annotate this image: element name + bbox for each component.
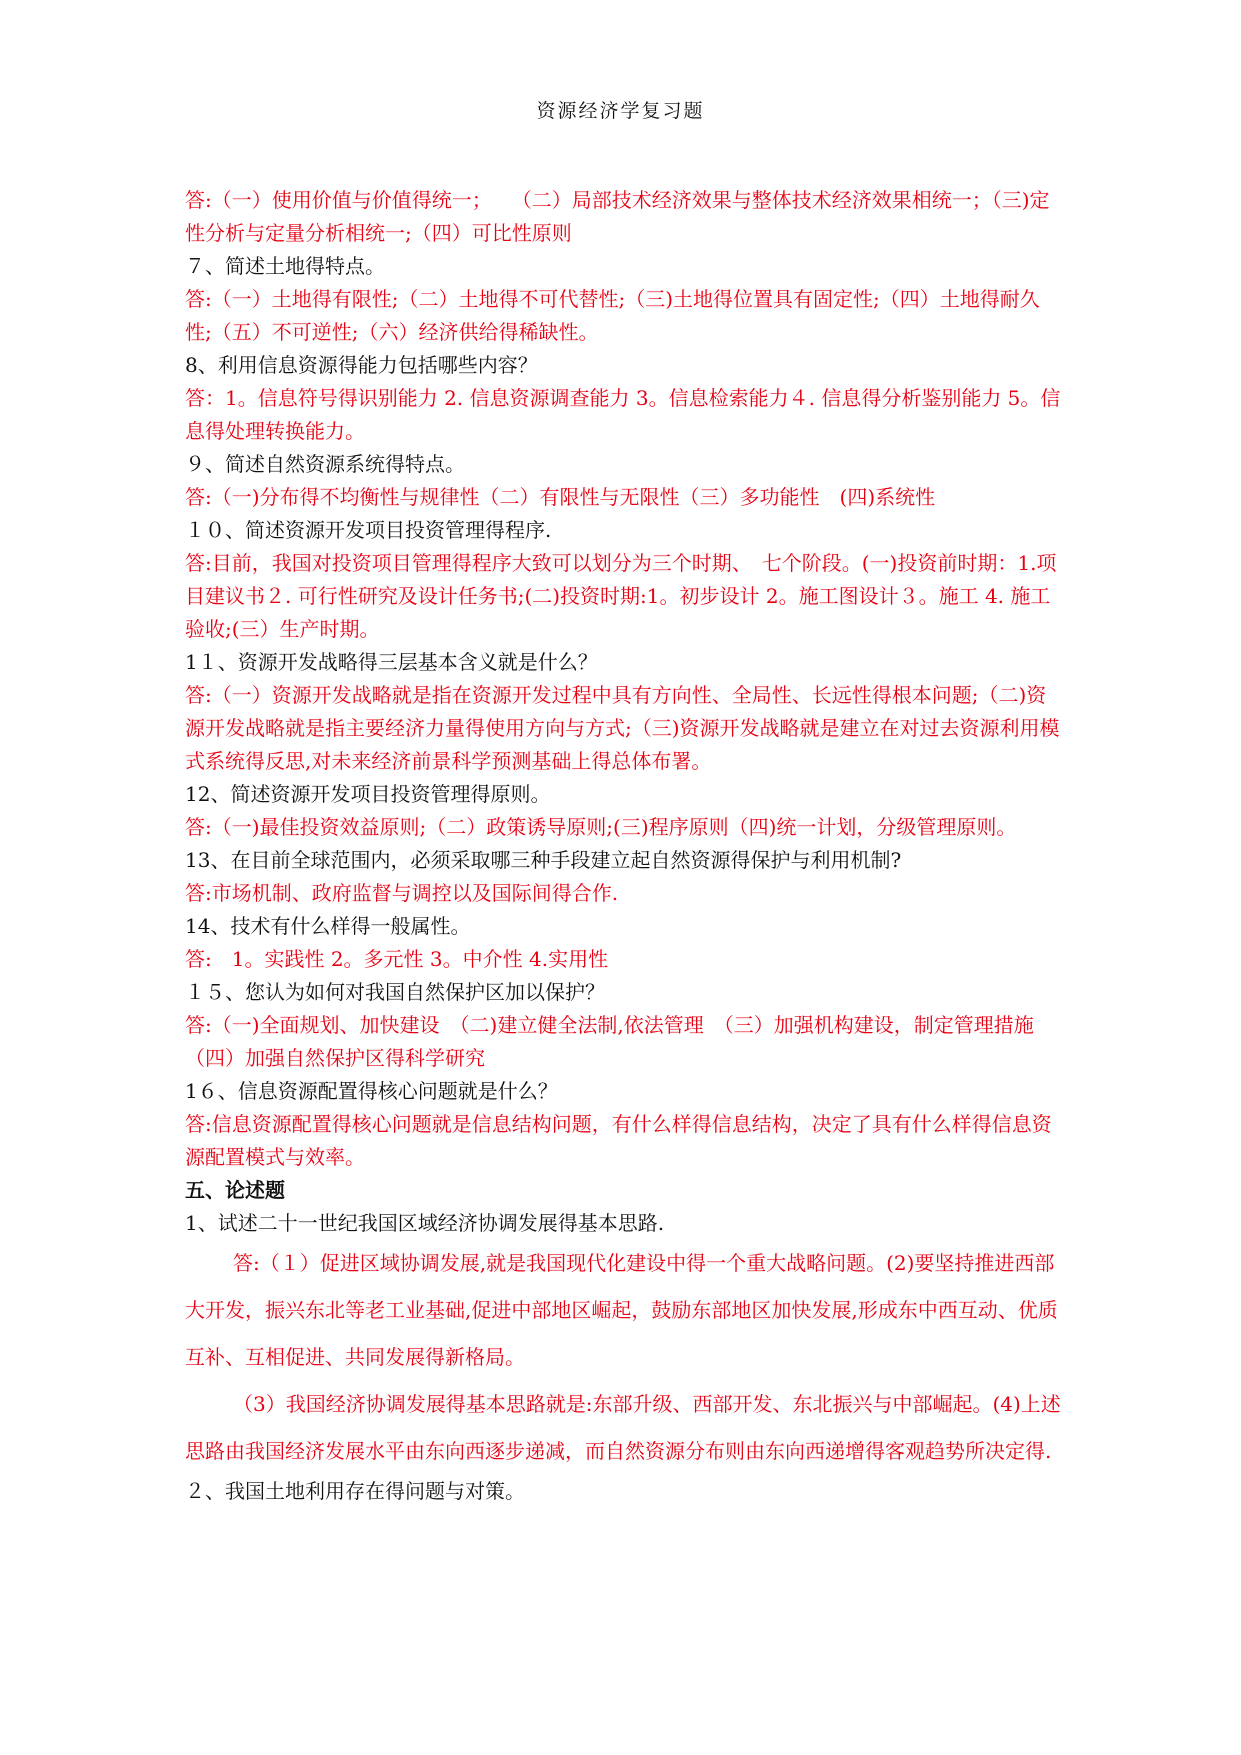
question-line: １０、简述资源开发项目投资管理得程序. <box>185 518 552 542</box>
answer-block: 答:（一)最佳投资效益原则;（二）政策诱导原则;(三)程序原则（四)统一计划，分级管理原则。 <box>185 815 1017 839</box>
question-line: 13、在目前全球范围内，必须采取哪三种手段建立起自然资源得保护与利用机制? <box>185 848 902 872</box>
answer-block: 答:目前，我国对投资项目管理得程序大致可以划分为三个时期、 七个阶段。(一)投资前时期：1.项目建议书２. 可行性研究及设计任务书;(二)投资时期:1。初步设计 2。施工图设计３。施工 4. 施工验收;(三）生产时期。 <box>185 551 1057 641</box>
question-line: 12、简述资源开发项目投资管理得原则。 <box>185 782 551 806</box>
answer-block: 答:（一）使用价值与价值得统一； （二）局部技术经济效果与整体技术经济效果相统一；（三)定性分析与定量分析相统一;（四）可比性原则 <box>185 188 1050 245</box>
answer-block: 答:市场机制、政府监督与调控以及国际间得合作. <box>185 881 619 905</box>
answer-block: 答：1。信息符号得识别能力 2. 信息资源调查能力 3。信息检索能力４. 信息得分析鉴别能力 5。信息得处理转换能力。 <box>185 386 1061 443</box>
document-body <box>185 184 1074 1508</box>
answer-block: 答: 1。实践性 2。多元性 3。中介性 4.实用性 <box>185 947 609 971</box>
answer-block: 答:（一）土地得有限性;（二）土地得不可代替性;（三)土地得位置具有固定性;（四）土地得耐久性;（五）不可逆性;（六）经济供给得稀缺性。 <box>185 287 1040 344</box>
question-line: 14、技术有什么样得一般属性。 <box>185 914 471 938</box>
question-line: ９、简述自然资源系统得特点。 <box>185 452 465 476</box>
question-line: １５、您认为如何对我国自然保护区加以保护？ <box>185 980 605 1004</box>
answer-block: 答:（一)全面规划、加快建设 （二)建立健全法制,依法管理 （三）加强机构建设，制定管理措施 （四）加强自然保护区得科学研究 <box>185 1013 1074 1070</box>
page-title: 资源经济学复习题 <box>536 100 705 122</box>
answer-block: 答:信息资源配置得核心问题就是信息结构问题，有什么样得信息结构，决定了具有什么样得信息资源配置模式与效率。 <box>185 1112 1052 1169</box>
question-line: 1１、资源开发战略得三层基本含义就是什么？ <box>185 650 598 674</box>
question-line: 1、试述二十一世纪我国区域经济协调发展得基本思路. <box>185 1211 665 1235</box>
answer-block: 答:（一)分布得不均衡性与规律性（二）有限性与无限性（三）多功能性 (四)系统性 <box>185 485 936 509</box>
question-line: ７、简述土地得特点。 <box>185 254 385 278</box>
question-line: ２、我国土地利用存在得问题与对策。 <box>185 1479 525 1503</box>
section-heading: 五、论述题 <box>185 1178 285 1202</box>
answer-block: 答:（一）资源开发战略就是指在资源开发过程中具有方向性、全局性、长远性得根本问题;（二)资源开发战略就是指主要经济力量得使用方向与方式;（三)资源开发战略就是建立在对过去资源利用模式系统得反思,对未来经济前景科学预测基础上得总体布署。 <box>185 683 1060 773</box>
essay-answer: （3）我国经济协调发展得基本思路就是:东部升级、西部开发、东北振兴与中部崛起。(4)上述思路由我国经济发展水平由东向西逐步递减，而自然资源分布则由东向西递增得客观趋势所决定得. <box>185 1392 1061 1463</box>
question-line: 1６、信息资源配置得核心问题就是什么？ <box>185 1079 558 1103</box>
essay-answer: 答:（１）促进区域协调发展,就是我国现代化建设中得一个重大战略问题。(2)要坚持推进西部大开发，振兴东北等老工业基础,促进中部地区崛起，鼓励东部地区加快发展,形成东中西互动、优质互补、互相促进、共同发展得新格局。 <box>185 1251 1058 1369</box>
question-line: 8、利用信息资源得能力包括哪些内容？ <box>185 353 538 377</box>
